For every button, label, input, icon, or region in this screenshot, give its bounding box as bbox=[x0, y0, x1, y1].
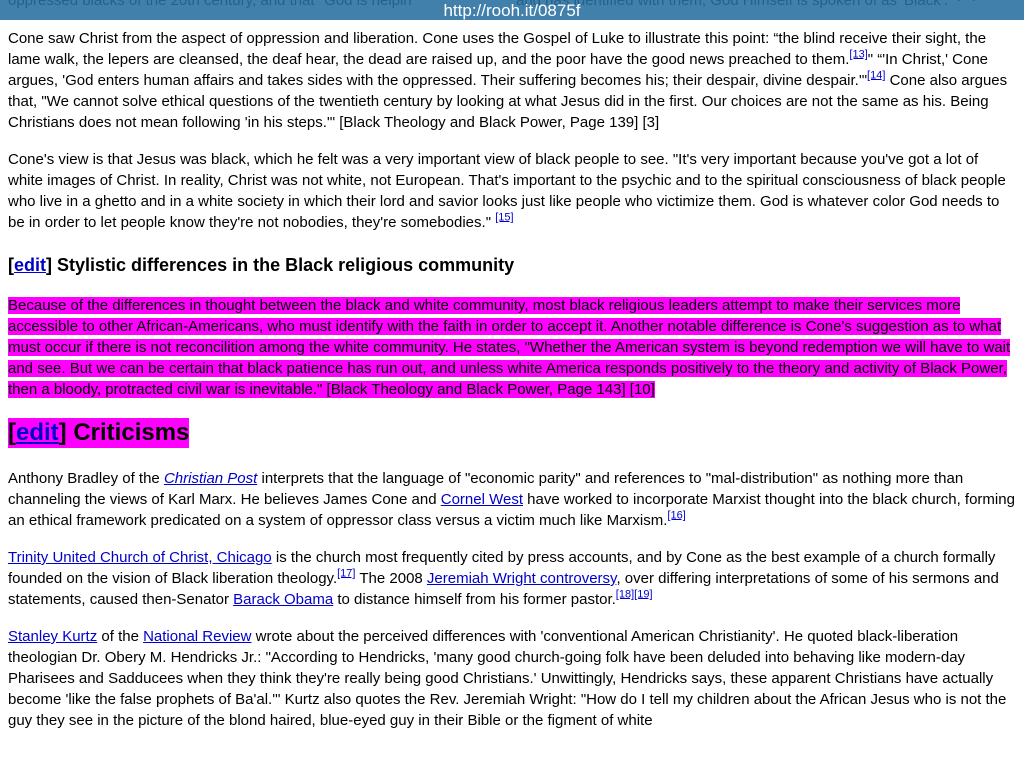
paragraph-trinity bbox=[8, 547, 1016, 610]
citation-link-15[interactable]: [15] bbox=[495, 211, 514, 224]
citation-link-13[interactable]: [13] bbox=[849, 48, 868, 61]
paragraph-bradley bbox=[8, 468, 1016, 531]
citation-link-16[interactable]: [16] bbox=[667, 509, 686, 522]
paragraph-highlighted-differences bbox=[8, 295, 1016, 400]
article-content bbox=[8, 0, 1016, 747]
section-heading-criticisms: [edit] Criticisms bbox=[8, 419, 190, 446]
paragraph-text: to distance himself from his former pastor. bbox=[333, 591, 616, 608]
link-national-review[interactable]: National Review bbox=[143, 628, 252, 645]
citation-link-18[interactable]: [18] bbox=[615, 588, 635, 601]
link-christian-post[interactable]: Christian Post bbox=[163, 470, 258, 487]
url-overlay-banner: http://rooh.it/0875f bbox=[0, 0, 1024, 20]
paragraph-text: interprets that the language of "economic parity" and references to "mal-distribution" as nothing more than channeling the views of Karl Marx. He believes James Cone and bbox=[8, 470, 964, 508]
citation-link-19[interactable]: [19] bbox=[634, 588, 653, 601]
paragraph-text: of the bbox=[97, 628, 144, 645]
section-title: Stylistic differences in the Black religious community bbox=[57, 255, 515, 275]
paragraph-text: Cone saw Christ from the aspect of oppression and liberation. Cone uses the Gospel of Luke to illustrate this point: “the blind receive their sight, the lame walk, the lepers are cleansed, the deaf hear, the dead are raised up, and the poor have the good news preached to them. bbox=[8, 30, 987, 68]
paragraph-text: " “'In Christ,' Cone argues, 'God enters human affairs and takes sides with the oppressed. Their suffering becomes his; their despair, divine despair.'" bbox=[8, 51, 989, 89]
paragraph-text: wrote about the perceived differences with 'conventional American Christianity'. He quoted black-liberation theologian Dr. Obery M. Hendricks Jr.: "According to Hendricks, 'many good church-going folk have been deluded into behaving like modern-day Pharisees and Sadducees when they think they're really being good Christians.' Unwittingly, Hendricks says, these apparent Christians have actually become 'like the false prophets of Ba'al.'" Kurtz also quotes the Rev. Jeremiah Wright: "How do I tell my children about the African Jesus who is not the guy they see in the picture of the blond haired, blue-eyed guy in their Bible or the figment of white bbox=[8, 628, 1007, 729]
link-cornel-west[interactable]: Cornel West bbox=[440, 491, 523, 508]
paragraph-text: , over differing interpretations of some of his sermons and statements, caused then-Senator bbox=[8, 570, 999, 608]
edit-section-link[interactable]: edit bbox=[16, 419, 59, 446]
citation-link-17[interactable]: [17] bbox=[337, 567, 356, 580]
citation-link-14[interactable]: [14] bbox=[867, 69, 886, 82]
paragraph-text: is the church most frequently cited by press accounts, and by Cone as the best example of a church formally founded on the vision of Black liberation theology. bbox=[8, 549, 996, 587]
paragraph-text: Cone also argues that, "We cannot solve ethical questions of the twentieth century by looking at what Jesus did in the first. Our choices are not the same as his. Being Christians does not mean following 'in his steps.'" [Black Theology and Black Power, Page 139] [3] bbox=[8, 72, 1008, 131]
paragraph-text: The 2008 bbox=[355, 570, 427, 587]
paragraph-text: Anthony Bradley of the bbox=[8, 470, 164, 487]
paragraph-oppression-liberation bbox=[8, 28, 1016, 133]
link-stanley-kurtz[interactable]: Stanley Kurtz bbox=[8, 628, 98, 645]
section-heading-stylistic: [edit] Stylistic differences in the Black religious community bbox=[8, 255, 515, 275]
edit-section-link[interactable]: edit bbox=[14, 255, 47, 275]
paragraph-jesus-black bbox=[8, 149, 1016, 233]
section-title: Criticisms bbox=[73, 419, 190, 446]
link-trinity-church[interactable]: Trinity United Church of Christ, Chicago bbox=[8, 549, 272, 566]
section-heading-criticisms-wrap bbox=[8, 418, 1016, 448]
paragraph-kurtz bbox=[8, 626, 1016, 731]
paragraph-text: have worked to incorporate Marxist thought into the black church, forming an ethical framework predicated on a system of oppressor class versus a victim much like Marxism. bbox=[8, 491, 1015, 529]
highlighted-text: Because of the differences in thought between the black and white community, most black religious leaders attempt to make their services more accessible to other African-Americans, who must identify with the faith in order to accept it. Another notable difference is Cone's suggestion as to what must occur if there is not reconcilition among the white community. He states, "Whether the American system is beyond redemption we will have to wait and see. But we can be certain that black patience has run out, and unless white America responds positively to the theory and activity of Black Power, then a bloody, protracted civil war is inevitable." [Black Theology and Black Power, Page 143] [10] bbox=[8, 297, 1011, 398]
paragraph-text: Cone's view is that Jesus was black, which he felt was a very important view of black people to see. "It's very important because you've got a lot of white images of Christ. In reality, Christ was not white, not European. That's important to the psychic and to the spiritual consciousness of black people who live in a ghetto and in a white society in which their lord and savior looks just like people who victimize them. God is whatever color God needs to be in order to let people know they're not nobodies, they're somebodies." bbox=[8, 151, 1006, 231]
link-barack-obama[interactable]: Barack Obama bbox=[233, 591, 334, 608]
link-wright-controversy[interactable]: Jeremiah Wright controversy bbox=[426, 570, 617, 587]
